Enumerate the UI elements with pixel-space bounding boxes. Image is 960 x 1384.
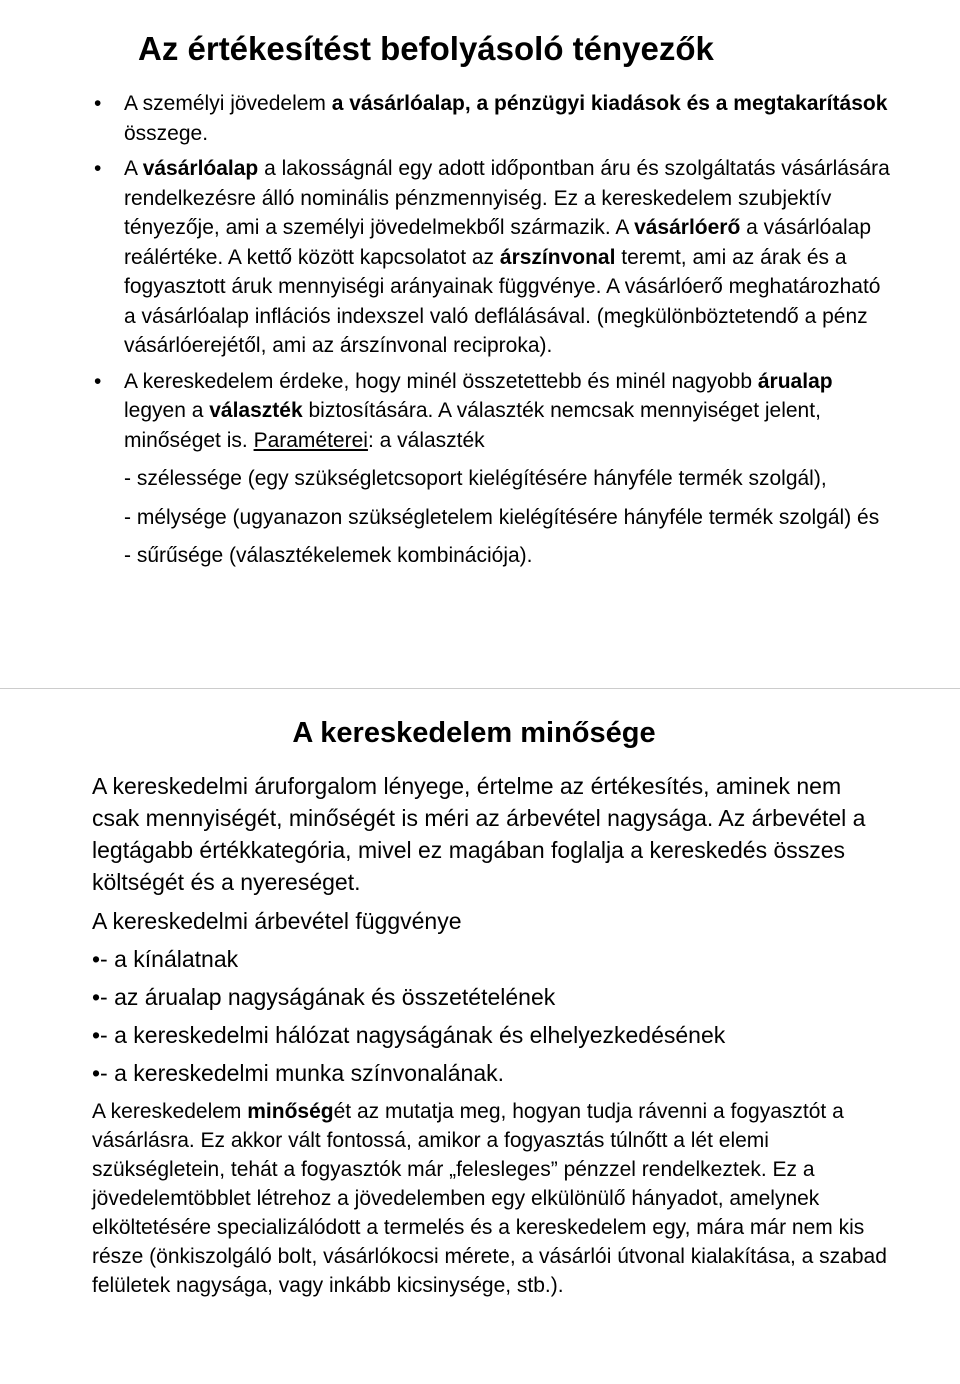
function-list	[92, 943, 892, 1089]
text-run: összege.	[124, 121, 209, 145]
bold-run: vásárlóalap	[142, 157, 259, 180]
bullet-item-2	[94, 154, 894, 361]
list-item: •- a kínálatnak	[92, 946, 239, 972]
list-item: •- a kereskedelmi munka színvonalának.	[92, 1060, 505, 1086]
list-item: •- az árualap nagyságának és összetételének	[92, 984, 556, 1010]
paragraph-2: A kereskedelmi árbevétel függvénye	[92, 908, 462, 934]
paragraph-3	[92, 1097, 892, 1300]
sub-line-depth: - mélysége (ugyanazon szükségletelem kielégítésére hányféle termék szolgál) és	[124, 505, 880, 529]
page-divider	[0, 688, 960, 689]
text-run: a lakosságnál egy adott időpontban áru és szolgáltatás vásárlására rendelkezésre álló nominális pénzmennyiség. Ez a kereskedelem szubjektív tényezője, ami a személyi jövedelmekből származik. A	[124, 157, 890, 239]
text-run: : a választék	[367, 428, 485, 452]
slide-2	[0, 690, 960, 1350]
bullet-item-3	[94, 367, 894, 571]
sub-line-density: - sűrűsége (választékelemek kombinációja).	[124, 544, 533, 567]
text-run: A kereskedelem érdeke, hogy minél összetettebb és minél nagyobb	[124, 369, 758, 393]
sub-line-width: - szélessége (egy szükségletcsoport kielégítésére hányféle termék szolgál),	[124, 467, 827, 490]
slide-1-title: Az értékesítést befolyásoló tényezők	[138, 30, 714, 67]
slide-2-body	[92, 770, 892, 1300]
bold-run: árszínvonal	[499, 245, 616, 269]
slide-1-bullet-list	[94, 89, 894, 571]
list-item: •- a kereskedelmi hálózat nagyságának és elhelyezkedésének	[92, 1022, 726, 1048]
text-run: ét az mutatja meg, hogyan tudja rávenni a fogyasztót a vásárlásra. Ez akkor vált fontossá, amikor a fogyasztás túlnőtt a lét elemi szükségletein, tehát a fogyasztók már „felesleges” pénzzel rendelkeztek. Ez a jövedelemtöbblet létrehoz a jövedelemben egy elkülönülő hányadot, amelynek elköltetésére specializálódott a termelés és a kereskedelem egy, mára már nem kis része (önkiszolgáló bolt, vásárlókocsi mérete, a vásárlói útvonal kialakítása, a szabad felületek nagysága, vagy inkább kicsinysége, stb.).	[92, 1100, 887, 1297]
text-run: A személyi jövedelem	[124, 92, 332, 115]
paragraph-1: A kereskedelmi áruforgalom lényege, értelme az értékesítés, aminek nem csak mennyiségét, minőségét is méri az árbevétel nagysága. Az árbevétel a legtágabb értékkategória, mivel ez magában foglalja a kereskedés összes költségét és a nyereséget.	[92, 773, 866, 895]
bold-run: minőség	[247, 1100, 334, 1123]
text-run: a vásárlóalap reálértéke. A kettő között kapcsolatot az	[124, 216, 872, 269]
slide-1	[0, 0, 960, 660]
bold-run: vásárlóerő	[634, 216, 741, 239]
slide-2-title: A kereskedelem minősége	[292, 717, 656, 749]
text-run: biztosítására. A választék nemcsak mennyiséget jelent, minőséget is.	[124, 399, 821, 452]
text-run: teremt, ami az árak és a fogyasztott áruk mennyiségi arányainak függvénye. A vásárlóerő meghatározható a vásárlóalap inflációs indexszel való deflálásával. (megkülönböztetendő a pénz vásárlóerejétől, ami az árszínvonal reciproka).	[124, 245, 881, 357]
bullet-item-1	[94, 89, 894, 148]
bold-run: árualap	[757, 369, 833, 393]
text-run: A kereskedelem	[92, 1100, 248, 1123]
bullet-3-main	[124, 367, 894, 456]
bold-run: választék	[209, 399, 303, 422]
bold-run: a vásárlóalap, a pénzügyi kiadások és a megtakarítások	[331, 92, 888, 115]
underlined-run: Paraméterei	[253, 428, 368, 452]
text-run: legyen a	[124, 399, 210, 422]
text-run: A	[124, 157, 143, 180]
